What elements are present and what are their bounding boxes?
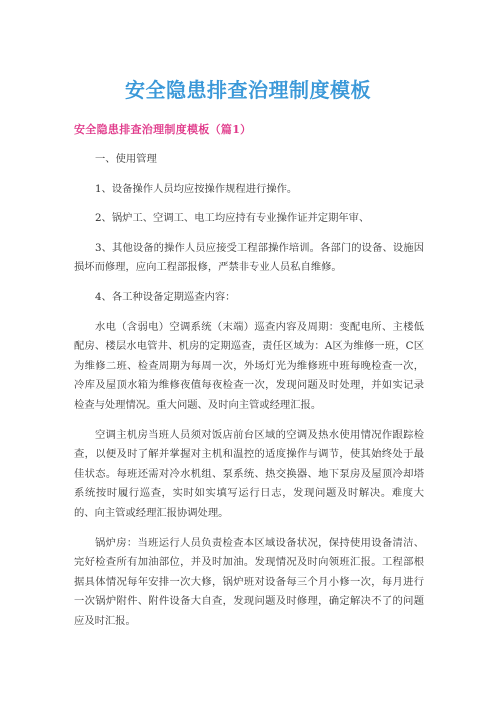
paragraph-boiler-room: 锅炉房：当班运行人员负责检查本区域设备状况，保持使用设备清洁、完好检查所有加油部位，并及时加油。发现情况及时向领班汇报。工程部根据具体情况每年安排一次大修，锅炉班对设备每三个月小修一次，每月进行一次锅炉附件、附件设备大自查，发现问题及时修理，确定解决不了的问题应及时汇报。 (74, 536, 424, 627)
section-heading: 安全隐患排查治理制度模板（篇1） (74, 123, 252, 136)
paragraph-rule-1: 1、设备操作人员均应按操作规程进行操作。 (95, 182, 298, 195)
paragraph-chiller-room: 空调主机房当班人员须对饭店前台区域的空调及热水使用情况作跟踪检查，以便及时了解并掌握对主机和温控的适度操作与调节，使其始终处于最佳状态。每班还需对冷水机组、泵系统、热交换器、地下泵房及屋顶冷却塔系统按时履行巡查，实时如实填写运行日志，发现问题及时解决。难度大的、向主管或经理汇报协调处理。 (74, 428, 424, 519)
paragraph-usage-management: 一、使用管理 (95, 153, 157, 165)
paragraph-rule-2: 2、锅炉工、空调工、电工均应持有专业操作证并定期年审、 (95, 212, 370, 225)
document-title: 安全隐患排查治理制度模板 (125, 78, 371, 102)
paragraph-rule-3: 3、其他设备的操作人员应接受工程部操作培训。各部门的设备、设施因损坏而修理，应向工程部报修，严禁非专业人员私自维修。 (74, 241, 424, 274)
paragraph-hvac-inspection: 水电（含弱电）空调系统（末端）巡查内容及周期：变配电所、主楼低配房、楼层水电管井、机房的定期巡查，责任区域为：A区为维修一班，C区为维修二班、检查周期为每周一次，外场灯光为维修班中班每晚检查一次，冷库及屋顶水箱为维修夜值每夜检查一次，发现问题及时处理，并如实记录检查与处理情况。重大问题、及时向主管或经理汇报。 (74, 320, 424, 411)
document-body (74, 150, 424, 641)
paragraph-rule-4: 4、各工种设备定期巡查内容： (95, 290, 236, 303)
